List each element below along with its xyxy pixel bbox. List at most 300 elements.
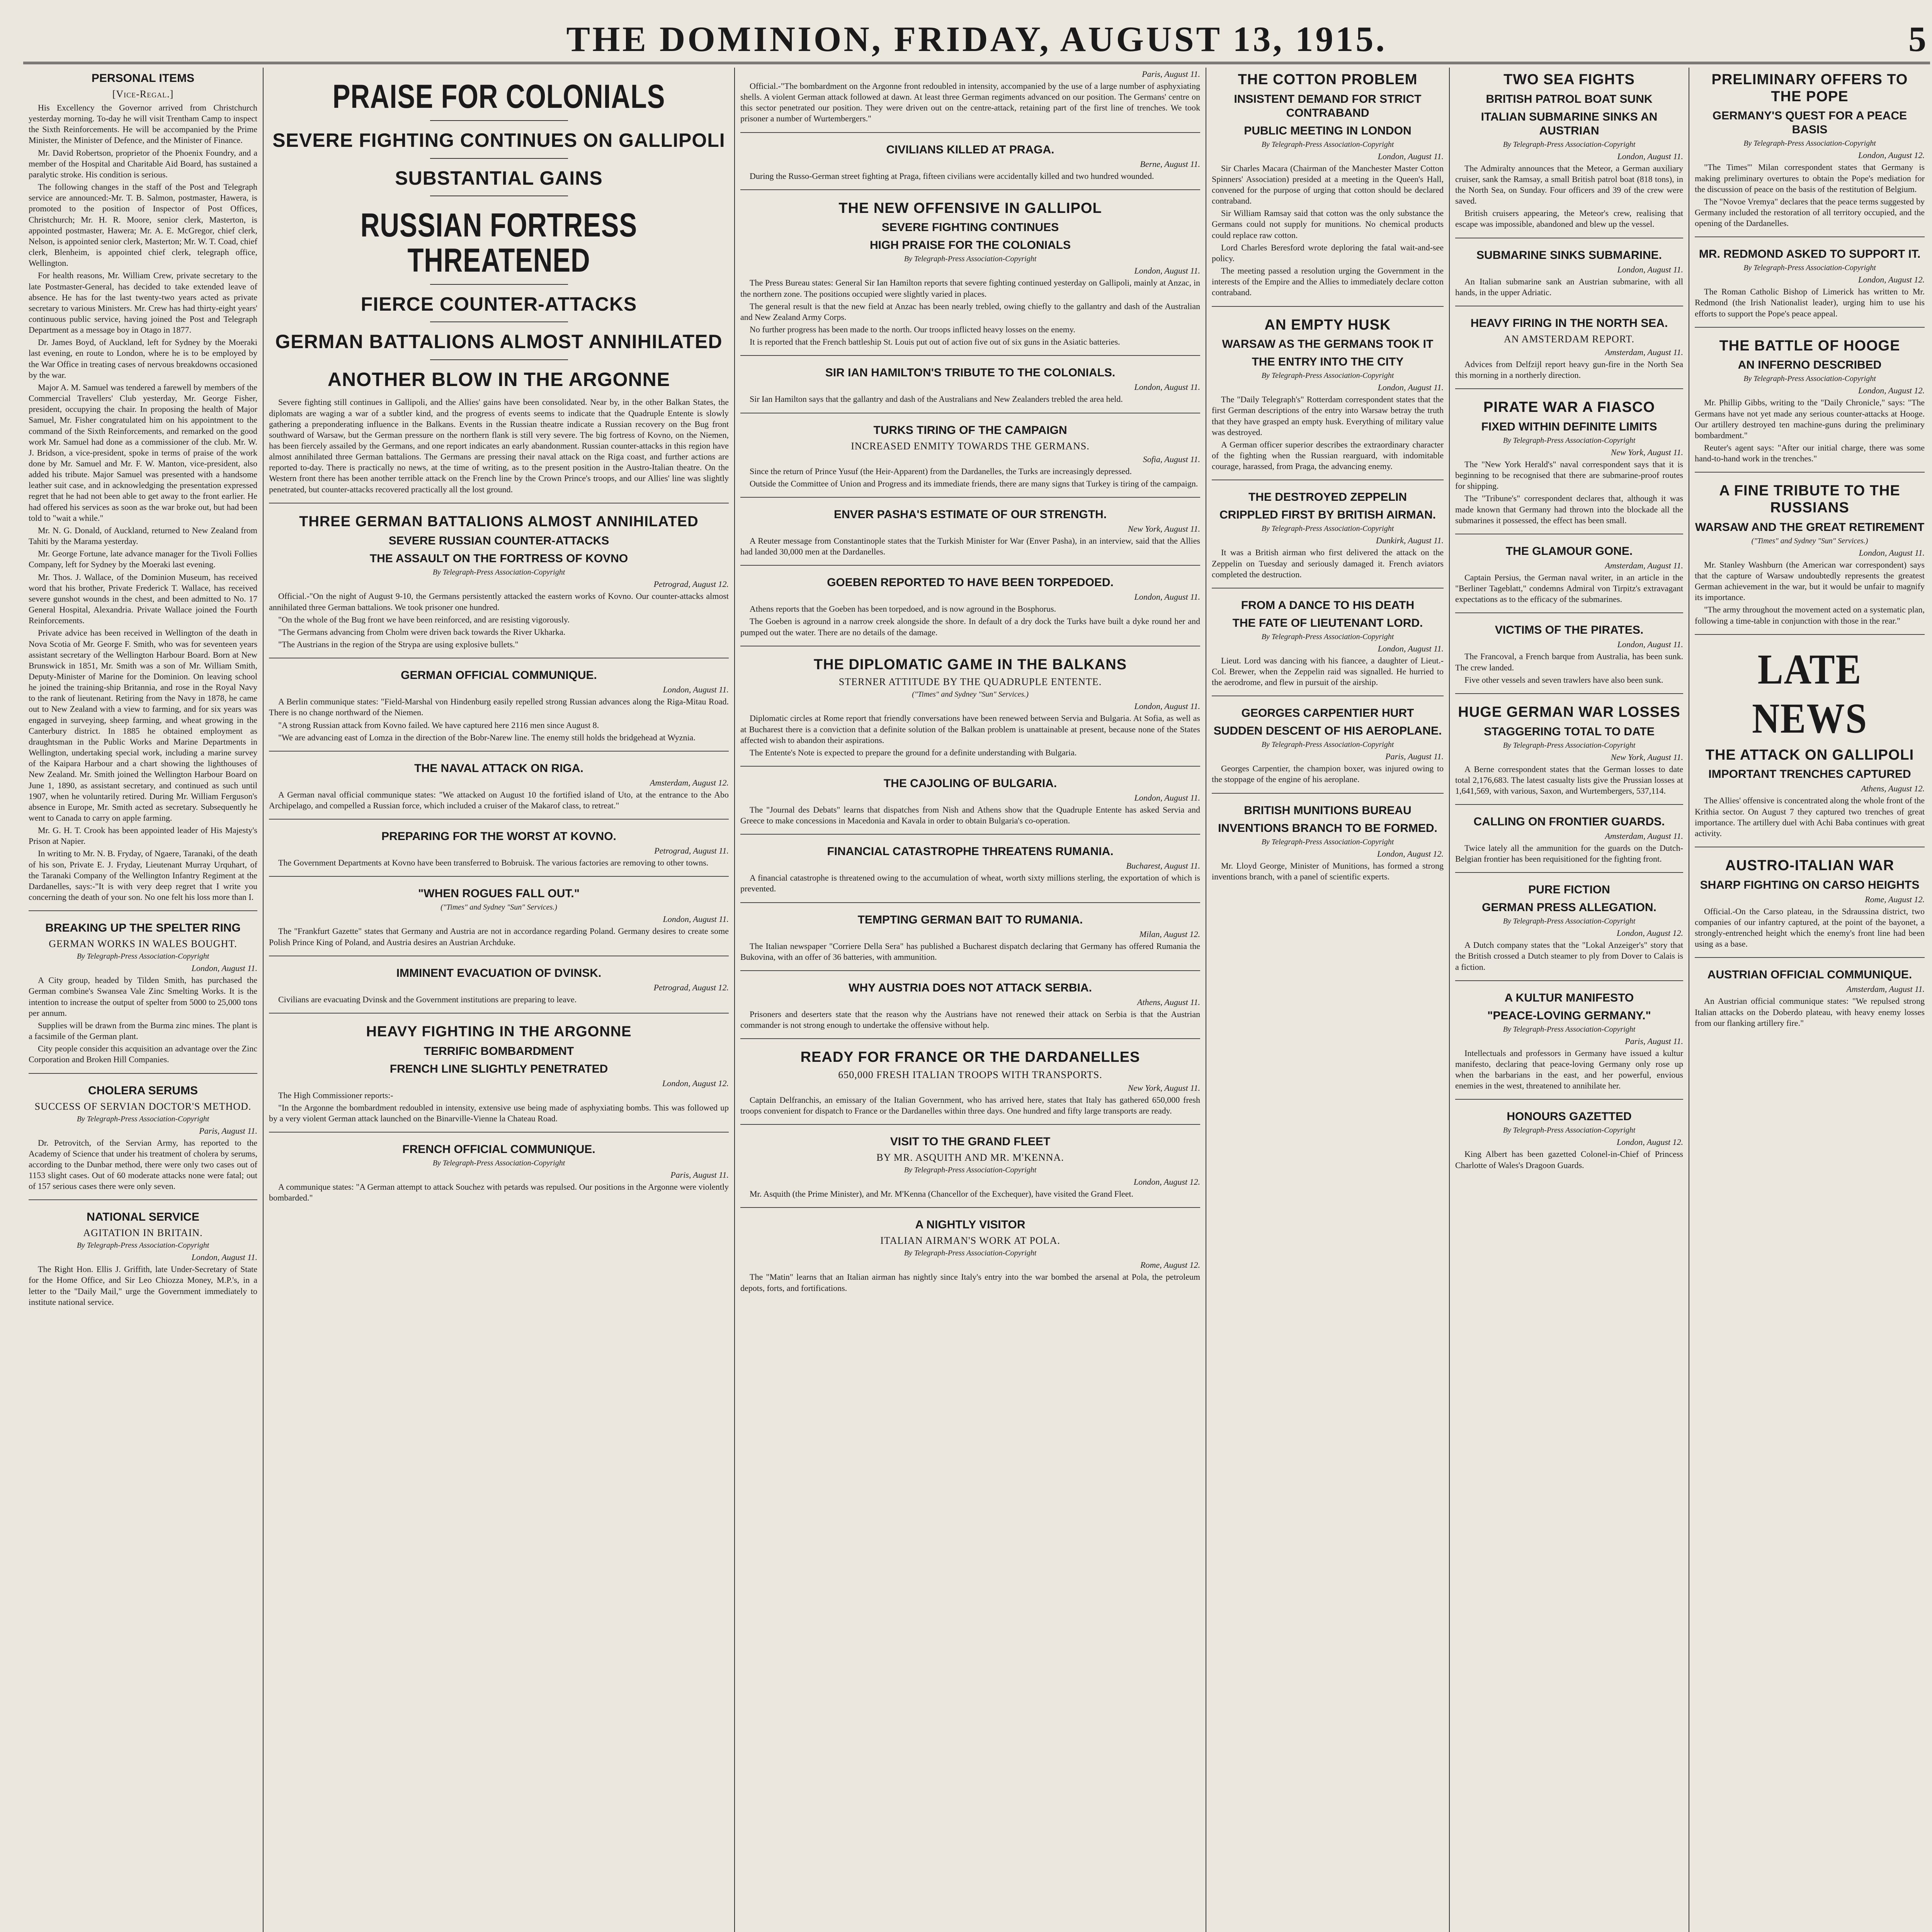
story-dateline: London, August 12. xyxy=(1858,275,1925,285)
story-headline: TWO SEA FIGHTS xyxy=(1503,71,1635,88)
story-headline: THE FATE OF LIEUTENANT LORD. xyxy=(1232,616,1423,629)
story-paragraph: Mr. Lloyd George, Minister of Munitions, has formed a strong inventions branch, with a panel of scientific experts. xyxy=(1212,861,1444,881)
story-headline: TERRIFIC BOMBARDMENT xyxy=(423,1044,574,1058)
news-story xyxy=(29,1210,257,1315)
story-byline: By Telegraph-Press Association-Copyright xyxy=(77,1241,209,1250)
news-story xyxy=(269,79,729,503)
story-paragraph: Private advice has been received in Wellington of the death in Nova Scotia of Mr. George F. Smith, who was for seventeen years assistant secretary of the Wellington Harbour Board. Born at New Brunswick in 1851, Mr. Smith was a son of Mr. William Smith, Deputy-Minister of Marine for the Dominion. On leaving school he joined the training-ship Britannia, and rose in the Royal Navy to the rank of lieutenant. Retiring from the Navy in 1878, he came out to New Zealand with a view to farming, and for six years was engaged in surveying, sheep farming, and wheat growing in the Canterbury district. In 1885 he obtained employment as draughtsman in the Public Works and Marine Departments in Wellington, undertaking special work, including a marine survey of the Kaipara Harbour and a chart showing the lighthouses of New Zealand. Mr. Smith joined the Wellington Harbour Board on June 1, 1890, as assistant secretary, and continued as such until 1907, when he voluntarily retired. During Mr. William Ferguson's absence in Europe, Mr. Smith acted as secretary. Subsequently he went to Canada to carry on apple farming. xyxy=(29,628,257,823)
news-story xyxy=(740,656,1200,767)
story-headline: HEAVY FIGHTING IN THE ARGONNE xyxy=(366,1023,632,1040)
story-dateline: London, August 11. xyxy=(1859,548,1925,558)
headline-rule xyxy=(430,158,568,159)
story-dateline: New York, August 11. xyxy=(1611,447,1683,457)
story-headline: FRENCH LINE SLIGHTLY PENETRATED xyxy=(389,1062,608,1075)
story-paragraph: The Francoval, a French barque from Australia, has been sunk. The crew landed. xyxy=(1455,651,1683,672)
story-headline: TEMPTING GERMAN BAIT TO RUMANIA. xyxy=(857,913,1083,926)
story-headline: SUDDEN DESCENT OF HIS AEROPLANE. xyxy=(1213,724,1442,738)
story-paragraph: British cruisers appearing, the Meteor's crew, realising that escape was impossible, abandoned and blew up the vessel. xyxy=(1455,208,1683,229)
story-headline: THREE GERMAN BATTALIONS ALMOST ANNIHILATED xyxy=(299,513,699,530)
headline-rule xyxy=(430,120,568,121)
story-paragraph: King Albert has been gazetted Colonel-in-Chief of Princess Charlotte of Wales's Dragoon Guards. xyxy=(1455,1149,1683,1170)
news-story xyxy=(1695,71,1925,237)
news-story xyxy=(740,1135,1200,1208)
story-dateline: London, August 12. xyxy=(1377,849,1444,859)
story-byline: By Telegraph-Press Association-Copyright xyxy=(1503,140,1636,149)
story-paragraph: "A strong Russian attack from Kovno failed. We have captured here 2116 men since August 8. xyxy=(278,720,599,730)
story-headline: WARSAW AS THE GERMANS TOOK IT xyxy=(1222,338,1434,351)
story-paragraph: Mr. Phillip Gibbs, writing to the "Daily Chronicle," says: "The Germans have not yet made any serious counter-attacks at Hooge. Our artillery destroyed ten machine-guns during the preliminary bombardment." xyxy=(1695,398,1925,440)
story-subhead: INCREASED ENMITY TOWARDS THE GERMANS. xyxy=(851,440,1090,452)
story-byline: By Telegraph-Press Association-Copyright xyxy=(1261,632,1394,641)
story-byline: By Telegraph-Press Association-Copyright xyxy=(904,1249,1037,1258)
story-headline: PIRATE WAR A FIASCO xyxy=(1483,399,1655,416)
story-headline: GERMAN OFFICIAL COMMUNIQUE. xyxy=(401,669,597,682)
story-paragraph: The Entente's Note is expected to prepare the ground for a definite understanding with Bulgaria. xyxy=(750,747,1077,757)
story-dateline: Berne, August 11. xyxy=(1140,159,1200,169)
story-dateline: London, August 11. xyxy=(1378,383,1444,393)
story-byline: By Telegraph-Press Association-Copyright xyxy=(1261,740,1394,749)
story-headline: FIERCE COUNTER-ATTACKS xyxy=(361,293,637,315)
story-headline: INSISTENT DEMAND FOR STRICT CONTRABAND xyxy=(1234,92,1422,119)
story-paragraph: Five other vessels and seven trawlers have also been sunk. xyxy=(1464,675,1663,685)
story-headline: CALLING ON FRONTIER GUARDS. xyxy=(1473,815,1665,828)
story-paragraph: Mr. G. H. T. Crook has been appointed leader of His Majesty's Prison at Napier. xyxy=(29,825,257,846)
story-dateline: London, August 11. xyxy=(1378,643,1444,653)
story-paragraph: Reuter's agent says: "After our initial charge, there was some hand-to-hand work in the trenches." xyxy=(1695,443,1925,464)
story-paragraph: "The Austrians in the region of the Strypa are using explosive bullets." xyxy=(278,639,519,650)
story-dateline: London, August 11. xyxy=(1617,639,1683,650)
story-dateline: London, August 12. xyxy=(1134,1177,1200,1187)
story-headline: A FINE TRIBUTE TO THE RUSSIANS xyxy=(1719,483,1900,516)
story-subhead: GERMAN WORKS IN WALES BOUGHT. xyxy=(49,938,237,950)
story-dateline: Paris, August 11. xyxy=(199,1126,257,1136)
story-paragraph: Since the return of Prince Yusuf (the Heir-Apparent) from the Dardanelles, the Turks are increasingly depressed. xyxy=(750,466,1132,476)
news-story xyxy=(740,508,1200,566)
story-headline: BRITISH MUNITIONS BUREAU xyxy=(1244,804,1412,817)
story-paragraph: The High Commissioner reports:- xyxy=(278,1090,393,1100)
story-dateline: London, August 11. xyxy=(1134,793,1200,803)
story-headline: PUBLIC MEETING IN LONDON xyxy=(1244,124,1412,137)
story-headline: GERMAN BATTALIONS ALMOST ANNIHILATED xyxy=(275,331,723,353)
story-headline: FINANCIAL CATASTROPHE THREATENS RUMANIA. xyxy=(827,845,1114,858)
story-dateline: New York, August 11. xyxy=(1128,524,1200,534)
story-dateline: London, August 11. xyxy=(1134,382,1200,392)
story-subhead: [Vice-Regal.] xyxy=(112,88,174,100)
story-headline: SUBSTANTIAL GAINS xyxy=(395,167,603,189)
story-headline: AUSTRIAN OFFICIAL COMMUNIQUE. xyxy=(1707,968,1912,981)
story-byline: By Telegraph-Press Association-Copyright xyxy=(1261,837,1394,846)
story-paragraph: "On the whole of the Bug front we have been reinforced, and are resisting vigorously. xyxy=(278,614,570,624)
story-headline: HEAVY FIRING IN THE NORTH SEA. xyxy=(1470,316,1668,330)
story-subhead: AGITATION IN BRITAIN. xyxy=(83,1227,203,1239)
story-headline: SUBMARINE SINKS SUBMARINE. xyxy=(1476,248,1662,262)
story-subhead: AN AMSTERDAM REPORT. xyxy=(1504,333,1634,345)
story-paragraph: Official.-"On the night of August 9-10, the Germans persistently attacked the eastern works of Kovno. Our counter-attacks almost annihilated three German battalions. We took prisoner one hundred. xyxy=(269,591,729,612)
story-byline: By Telegraph-Press Association-Copyright xyxy=(1503,1126,1636,1135)
story-paragraph: The Government Departments at Kovno have been transferred to Bobruisk. The various factories are removing to other towns. xyxy=(278,858,709,868)
story-byline: ("Times" and Sydney "Sun" Services.) xyxy=(912,690,1029,699)
news-story xyxy=(740,69,1200,133)
story-dateline: London, August 11. xyxy=(1134,701,1200,711)
story-headline: A KULTUR MANIFESTO xyxy=(1504,991,1634,1004)
story-paragraph: Mr. David Robertson, proprietor of the Phoenix Foundry, and a member of the Hospital and Charitable Aid Board, has sustained a paralytic stroke. His condition is serious. xyxy=(29,148,257,179)
story-paragraph: Captain Persius, the German naval writer, in an article in the "Berliner Tageblatt," condemns Admiral von Tirpitz's extravagant expectations as to the efficacy of the submarines. xyxy=(1455,572,1683,604)
story-headline: FRENCH OFFICIAL COMMUNIQUE. xyxy=(402,1143,595,1156)
story-dateline: Bucharest, August 11. xyxy=(1126,861,1200,871)
story-paragraph: An Austrian official communique states: "We repulsed strong Italian attacks on the Doberdo plateau, with heavy enemy losses from our flanking artillery fire." xyxy=(1695,996,1925,1028)
story-paragraph: The "Frankfurt Gazette" states that Germany and Austria are not in accordance regarding Poland. Germany desires to create some Polish Prince King of Poland, and Austria desires an Austrian Archduke. xyxy=(269,926,729,947)
story-headline: MR. REDMOND ASKED TO SUPPORT IT. xyxy=(1699,248,1921,261)
story-paragraph: A German officer superior describes the extraordinary character of the fighting when the Russian rearguard, with indomitable courage, harassed, from Praga, the advancing enemy. xyxy=(1212,439,1444,471)
news-story xyxy=(269,830,729,877)
news-story xyxy=(740,1218,1200,1301)
news-story xyxy=(1455,991,1683,1100)
story-paragraph: A German naval official communique states: "We attacked on August 10 the fortified island of Uto, at the entrance to the Abo Archipelago, and compelled a Russian force, which included a cruiser of the Makarof class, to retreat." xyxy=(269,789,729,811)
story-paragraph: Official.-On the Carso plateau, in the Sdraussina district, two companies of our infantry captured, at the point of the bayonet, a strongly-entrenched height which the enemy's front line had been using as a base. xyxy=(1695,906,1925,949)
story-dateline: Paris, August 11. xyxy=(670,1170,729,1180)
news-story xyxy=(1455,316,1683,389)
story-headline: VISIT TO THE GRAND FLEET xyxy=(890,1135,1051,1148)
news-story xyxy=(1212,71,1444,307)
story-dateline: Paris, August 11. xyxy=(1625,1036,1683,1046)
story-dateline: London, August 11. xyxy=(191,1252,257,1262)
story-headline: THE NAVAL ATTACK ON RIGA. xyxy=(414,762,583,775)
news-story xyxy=(1212,599,1444,696)
news-story xyxy=(269,514,729,658)
paper-title: THE DOMINION, FRIDAY, AUGUST 13, 1915. xyxy=(566,19,1387,59)
story-dateline: Amsterdam, August 11. xyxy=(1605,347,1683,357)
story-paragraph: The following changes in the staff of the Post and Telegraph service are announced:-Mr. T. B. Salmon, postmaster, Hawera, is promoted to the position of Inspector of Post Offices, Christchurch; Mr. H. R. Moore, senior clerk, Masterton, is appointed postmaster, Hawera; Mr. A. E. McGregor, chief clerk, Nelson, is appointed senior clerk, Masterton; Mr. W. T. Coad, chief clerk, Blenheim, is appointed chief clerk, telegraph office, Wellington. xyxy=(29,182,257,268)
story-paragraph: Intellectuals and professors in Germany have issued a kultur manifesto, declaring that peace-loving Germany only rose up when the barbarians in the east, and her powerful, envious enemies in the west, threatened to annihilate her. xyxy=(1455,1048,1683,1091)
story-headline: LATE NEWS xyxy=(1752,645,1867,742)
story-byline: By Telegraph-Press Association-Copyright xyxy=(432,568,565,577)
news-story xyxy=(740,423,1200,498)
story-dateline: London, August 11. xyxy=(1617,264,1683,274)
news-story xyxy=(1455,399,1683,534)
story-paragraph: "We are advancing east of Lomza in the direction of the Bobr-Narew line. The enemy still holds the bridgehead at Wyznia. xyxy=(278,732,696,742)
story-byline: By Telegraph-Press Association-Copyright xyxy=(904,255,1037,264)
story-headline: CHOLERA SERUMS xyxy=(88,1084,198,1097)
news-story xyxy=(269,668,729,752)
story-byline: By Telegraph-Press Association-Copyright xyxy=(1743,264,1876,272)
story-headline: THE CAJOLING OF BULGARIA. xyxy=(883,777,1057,790)
story-paragraph: Diplomatic circles at Rome report that friendly conversations have been renewed between Servia and Bulgaria. At Sofia, as well as at Bucharest there is a conviction that a definite solution of the Balkan problem is unattainable at present, because none of the States affected wish to abandon their aspirations. xyxy=(740,713,1200,745)
story-paragraph: The Allies' offensive is concentrated along the whole front of the Krithia sector. On August 7 they captured two trenches of great importance. The artillery duel with Achi Baba continues with great activity. xyxy=(1695,796,1925,838)
story-paragraph: Advices from Delfzijl report heavy gun-fire in the North Sea this morning in a northerly direction. xyxy=(1455,359,1683,380)
story-paragraph: Mr. Stanley Washburn (the American war correspondent) says that the capture of Warsaw undoubtedly represents the greatest German achievement in the war, but it would be unfair to magnify its importance. xyxy=(1695,560,1925,602)
story-paragraph: A financial catastrophe is threatened owing to the accumulation of wheat, worth sixty millions sterling, the exportation of which is prevented. xyxy=(740,873,1200,894)
story-paragraph: For health reasons, Mr. William Crew, private secretary to the late Postmaster-General, has decided to take extended leave of absence. He has for the last twenty-two years acted as private secretary to various Ministers. Mr. Crew has had thirty-eight years' continuous public service, having joined the Post and Telegraph Department as a message boy in Otago in 1877. xyxy=(29,270,257,335)
story-paragraph: In writing to Mr. N. B. Fryday, of Ngaere, Taranaki, of the death of his son, Private E. J. Fryday, Lieutenant Murray Urquhart, of the Taranaki Company of the Wellington Infantry Regiment at the Dardanelles, says:-"It is with very deep regret that I write you concerning the death of your son. No one felt his loss more than I. xyxy=(29,849,257,902)
story-paragraph: "The Germans advancing from Cholm were driven back towards the River Ukharka. xyxy=(278,627,566,637)
story-paragraph: Captain Delfranchis, an emissary of the Italian Government, who has arrived here, states that Italy has gathered 650,000 fresh troops convenient for dispatch to France or the Dardanelles within three days. One hundred and fifty large transports are ready. xyxy=(740,1095,1200,1116)
story-paragraph: Dr. Petrovitch, of the Servian Army, has reported to the Academy of Science that under his treatment of cholera by serums, according to the Dunbar method, there were only two cases out of 1153 slight cases. Out of 60 moderate attacks none were fatal; out of 157 serious cases there were only seven. xyxy=(29,1138,257,1191)
news-story xyxy=(1455,815,1683,873)
news-story xyxy=(740,981,1200,1039)
story-subhead: SUCCESS OF SERVIAN DOCTOR'S METHOD. xyxy=(34,1100,252,1112)
story-byline: By Telegraph-Press Association-Copyright xyxy=(1503,436,1636,445)
story-paragraph: The Right Hon. Ellis J. Griffith, late Under-Secretary of State for the Home Office, and Sir Leo Chiozza Money, M.P.'s, in a letter to the "Daily Mail," urge the Government immediately to institute national service. xyxy=(29,1264,257,1307)
story-dateline: London, August 12. xyxy=(662,1078,729,1088)
story-paragraph: A Berlin communique states: "Field-Marshal von Hindenburg easily repelled strong Russian advances along the Riga-Mitau Road. There is no change northward of the Niemen. xyxy=(269,697,729,718)
story-dateline: London, August 12. xyxy=(1617,928,1683,938)
story-paragraph: Severe fighting still continues in Gallipoli, and the Allies' gains have been consolidated. Near by, in the other Balkan States, the diplomats are waging a war of a subtler kind, and the progress of events seems to indicate that the Quadruple Entente is slowly gathering a preponderating influence in the Balkans. Events in the Russian theatre indicate a Russian recovery on the Bug front southward of Warsaw, but the German pressure on the northern flank is still very severe. The big fortress of Kovno, on the Niemen, has been fiercely assailed by the Germans, and one report indicates an early abandonment. Russian counter-attacks in this region have almost annihilated three German battalions. The Germans are pressing their naval attack on the Riga coast, and further actions are reported to-day. There is practically no news, at the time of writing, as to the present position in the Austro-Italian theatre. On the Western front there has been another terrible attack on the French line by the Crown Prince's troops, and our Allies' line was slightly penetrated, but counter-attacks recovered practically all the lost ground. xyxy=(269,397,729,494)
news-story xyxy=(740,1049,1200,1125)
story-headline: NATIONAL SERVICE xyxy=(87,1211,199,1224)
column-5 xyxy=(1449,68,1689,1932)
column-1 xyxy=(23,68,263,1932)
story-headline: FIXED WITHIN DEFINITE LIMITS xyxy=(1481,420,1657,433)
story-dateline: London, August 12. xyxy=(1617,1137,1683,1147)
news-story xyxy=(740,143,1200,190)
news-story xyxy=(1695,968,1925,1036)
story-dateline: Paris, August 11. xyxy=(1385,752,1444,762)
story-dateline: London, August 11. xyxy=(1378,151,1444,161)
news-story xyxy=(740,366,1200,413)
story-byline: By Telegraph-Press Association-Copyright xyxy=(1261,371,1394,380)
story-paragraph: It is reported that the French battleship St. Louis put out of action five out of six guns in the Asiatic batteries. xyxy=(750,337,1120,347)
story-byline: By Telegraph-Press Association-Copyright xyxy=(904,1166,1037,1175)
story-dateline: Amsterdam, August 11. xyxy=(1605,831,1683,841)
news-story xyxy=(269,966,729,1014)
story-headline: TURKS TIRING OF THE CAMPAIGN xyxy=(873,423,1067,437)
story-dateline: Amsterdam, August 12. xyxy=(650,777,729,787)
story-dateline: London, August 11. xyxy=(1134,266,1200,276)
story-dateline: London, August 12. xyxy=(1858,150,1925,160)
news-story xyxy=(1455,248,1683,306)
story-paragraph: Mr. Asquith (the Prime Minister), and Mr. M'Kenna (Chancellor of the Exchequer), have visited the Grand Fleet. xyxy=(750,1189,1134,1199)
story-headline: CIVILIANS KILLED AT PRAGA. xyxy=(886,143,1054,156)
story-headline: SEVERE RUSSIAN COUNTER-ATTACKS xyxy=(388,534,609,548)
story-subhead: STERNER ATTITUDE BY THE QUADRUPLE ENTENTE. xyxy=(838,676,1102,688)
story-dateline: London, August 11. xyxy=(1617,151,1683,161)
story-byline: ("Times" and Sydney "Sun" Services.) xyxy=(1751,536,1868,545)
story-paragraph: The "Matin" learns that an Italian airman has nightly since Italy's entry into the war bombed the arsenal at Pola, the petroleum depots, forts, and fortifications. xyxy=(740,1272,1200,1293)
story-byline: By Telegraph-Press Association-Copyright xyxy=(1503,1025,1636,1034)
news-story xyxy=(1695,338,1925,473)
story-headline: STAGGERING TOTAL TO DATE xyxy=(1484,725,1655,738)
story-paragraph: No further progress has been made to the north. Our troops inflicted heavy losses on the enemy. xyxy=(750,325,1075,335)
story-paragraph: The "Daily Telegraph's" Rotterdam correspondent states that the first German descriptions of the entry into Warsaw betray the truth that they have grasped an empty husk. Everything of military value was destroyed. xyxy=(1212,395,1444,437)
story-paragraph: Mr. George Fortune, late advance manager for the Tivoli Follies Company, left for Sydney by the Moeraki last evening. xyxy=(29,549,257,570)
story-paragraph: The Italian newspaper "Corriere Della Sera" has published a Bucharest dispatch declaring that Germany has offered Rumania the Bukovina, with an offer of 36 batteries, with ammunition. xyxy=(740,941,1200,962)
news-story xyxy=(1695,247,1925,327)
story-byline: By Telegraph-Press Association-Copyright xyxy=(1743,139,1876,148)
story-headline: AN INFERNO DESCRIBED xyxy=(1738,359,1882,372)
story-dateline: London, August 11. xyxy=(1134,592,1200,602)
news-story xyxy=(269,1143,729,1211)
news-story xyxy=(1212,490,1444,588)
story-headline: GERMANY'S QUEST FOR A PEACE BASIS xyxy=(1712,109,1907,136)
headline-rule xyxy=(430,284,568,285)
story-dateline: Sofia, August 11. xyxy=(1143,454,1200,464)
headline-rule xyxy=(430,359,568,360)
story-headline: SIR IAN HAMILTON'S TRIBUTE TO THE COLONIALS. xyxy=(825,366,1116,379)
story-headline: IMMINENT EVACUATION OF DVINSK. xyxy=(396,966,602,980)
story-headline: GOEBEN REPORTED TO HAVE BEEN TORPEDOED. xyxy=(827,576,1114,589)
news-story xyxy=(269,887,729,956)
story-headline: ITALIAN SUBMARINE SINKS AN AUSTRIAN xyxy=(1481,110,1658,137)
news-story xyxy=(740,200,1200,356)
story-headline: THE ENTRY INTO THE CITY xyxy=(1252,355,1404,369)
story-headline: VICTIMS OF THE PIRATES. xyxy=(1495,624,1644,637)
story-headline: A NIGHTLY VISITOR xyxy=(915,1218,1026,1231)
story-headline: THE ASSAULT ON THE FORTRESS OF KOVNO xyxy=(369,552,628,565)
story-byline: By Telegraph-Press Association-Copyright xyxy=(1261,524,1394,533)
news-story xyxy=(1455,704,1683,805)
story-headline: CRIPPLED FIRST BY BRITISH AIRMAN. xyxy=(1219,509,1436,522)
story-dateline: Dunkirk, August 11. xyxy=(1376,536,1444,546)
story-headline: WARSAW AND THE GREAT RETIREMENT xyxy=(1695,520,1925,534)
story-paragraph: An Italian submarine sank an Austrian submarine, with all hands, in the upper Adriatic. xyxy=(1455,276,1683,297)
story-paragraph: "The Times'" Milan correspondent states that Germany is making preliminary overtures to obtain the Pope's mediation for the discussion of peace on the basis of the restitution of Belgium. xyxy=(1695,162,1925,194)
story-headline: PURE FICTION xyxy=(1528,883,1610,896)
story-dateline: London, August 11. xyxy=(663,914,729,924)
news-story xyxy=(740,913,1200,971)
story-headline: INVENTIONS BRANCH TO BE FORMED. xyxy=(1218,821,1437,835)
story-paragraph: The "New York Herald's" naval correspondent says that it is beginning to be recognised that there are submarine-proof routes for shipping. xyxy=(1455,459,1683,491)
story-paragraph: Civilians are evacuating Dvinsk and the Government institutions are preparing to leave. xyxy=(278,994,577,1004)
news-story xyxy=(740,576,1200,646)
page-number: 5 xyxy=(1908,19,1926,59)
story-dateline: Athens, August 11. xyxy=(1137,997,1200,1007)
story-paragraph: Official.-"The bombardment on the Argonne front redoubled in intensity, accompanied by the use of a large number of asphyxiating shells. A violent German attack followed at dawn. At least three German regiments advanced on our position. The Germans' centre on this sector penetrated our position. They were driven out on the centre-attack, retaining part of the first line of trenches. We took prisoner a number of Wurtembergers." xyxy=(740,81,1200,124)
news-story xyxy=(29,921,257,1073)
story-dateline: Amsterdam, August 11. xyxy=(1846,984,1925,994)
story-headline: ENVER PASHA'S ESTIMATE OF OUR STRENGTH. xyxy=(833,508,1107,521)
story-headline: BREAKING UP THE SPELTER RING xyxy=(45,922,241,935)
news-story xyxy=(29,71,257,911)
story-headline: THE ATTACK ON GALLIPOLI xyxy=(1705,747,1914,763)
story-byline: By Telegraph-Press Association-Copyright xyxy=(1261,140,1394,149)
news-story xyxy=(1212,317,1444,481)
story-headline: HONOURS GAZETTED xyxy=(1507,1110,1632,1123)
news-story xyxy=(1455,1110,1683,1178)
news-story xyxy=(740,777,1200,835)
story-headline: "PEACE-LOVING GERMANY." xyxy=(1487,1009,1651,1022)
story-paragraph: The Admiralty announces that the Meteor, a German auxiliary cruiser, sank the Ramsay, a small British patrol boat (818 tons), in the North Sea, on Sunday. Four officers and 39 of the crew were saved. xyxy=(1455,163,1683,206)
news-story xyxy=(1455,544,1683,613)
story-paragraph: Twice lately all the ammunition for the guards on the Dutch-Belgian frontier has been requisitioned for the fighting front. xyxy=(1455,843,1683,864)
story-paragraph: Sir William Ramsay said that cotton was the only substance the Germans could not supply for munitions. No chemical products could replace raw cotton. xyxy=(1212,208,1444,240)
story-headline: THE DIPLOMATIC GAME IN THE BALKANS xyxy=(813,656,1127,673)
story-subhead: BY MR. ASQUITH AND MR. M'KENNA. xyxy=(876,1152,1064,1163)
story-paragraph: Lieut. Lord was dancing with his fiancee, a daughter of Lieut.-Col. Brewer, when the Zeppelin raid was signalled. He hurried to the aerodrome, and flew in pursuit of the airship. xyxy=(1212,655,1444,687)
story-headline: AUSTRO-ITALIAN WAR xyxy=(1725,857,1895,874)
story-paragraph: Supplies will be drawn from the Burma zinc mines. The plant is a facsimile of the German plant. xyxy=(29,1020,257,1041)
story-paragraph: "In the Argonne the bombardment redoubled in intensity, extensive use being made of asphyxiating bombs. This was followed up by a very violent German attack launched on the Binarville-Vienne la Chateau Road. xyxy=(269,1102,729,1123)
story-byline: By Telegraph-Press Association-Copyright xyxy=(1743,374,1876,383)
column-2 xyxy=(263,68,734,1932)
story-dateline: New York, August 11. xyxy=(1611,752,1683,762)
news-story xyxy=(1455,71,1683,238)
story-paragraph: The general result is that the new field at Anzac has been nearly trebled, owing chiefly to the gallantry and dash of the Australian and New Zealand Army Corps. xyxy=(740,301,1200,322)
column-3 xyxy=(734,68,1206,1932)
story-byline: ("Times" and Sydney "Sun" Services.) xyxy=(440,903,557,912)
story-headline: THE NEW OFFENSIVE IN GALLIPOL xyxy=(838,200,1102,216)
story-headline: THE COTTON PROBLEM xyxy=(1238,71,1418,88)
story-headline: HIGH PRAISE FOR THE COLONIALS xyxy=(869,239,1071,252)
story-headline: PRELIMINARY OFFERS TO THE POPE xyxy=(1711,71,1908,105)
story-paragraph: The Press Bureau states: General Sir Ian Hamilton reports that severe fighting continued yesterday on Gallipoli, mainly at Anzac, in the northern zone. The positions occupied were slightly varied in places. xyxy=(740,278,1200,299)
news-story xyxy=(1455,883,1683,981)
story-headline: READY FOR FRANCE OR THE DARDANELLES xyxy=(800,1049,1140,1066)
story-dateline: Milan, August 12. xyxy=(1139,929,1200,939)
news-story xyxy=(740,845,1200,903)
story-dateline: London, August 11. xyxy=(663,685,729,695)
story-paragraph: Outside the Committee of Union and Progress and its immediate friends, there are many signs that Turkey is tiring of the campaign. xyxy=(750,478,1198,488)
story-paragraph: His Excellency the Governor arrived from Christchurch yesterday morning. To-day he will visit Trentham Camp to inspect the Sixth Reinforcements. He will be accompanied by the Prime Minister, the Minister of Defence, and the Minister of Finance. xyxy=(29,103,257,145)
story-headline: THE GLAMOUR GONE. xyxy=(1505,544,1633,558)
story-dateline: Petrograd, August 12. xyxy=(653,982,729,992)
story-paragraph: Lord Charles Beresford wrote deploring the fatal wait-and-see policy. xyxy=(1212,242,1444,263)
story-paragraph: During the Russo-German street fighting at Praga, fifteen civilians were accidentally killed and two hundred wounded. xyxy=(750,171,1154,181)
story-dateline: Petrograd, August 11. xyxy=(654,846,729,856)
story-paragraph: It was a British airman who first delivered the attack on the Zeppelin on Tuesday and seriously damaged it. French aviators completed the destruction. xyxy=(1212,548,1444,579)
story-paragraph: Sir Ian Hamilton says that the gallantry and dash of the Australians and New Zealanders trebled the area held. xyxy=(750,394,1123,404)
story-paragraph: Athens reports that the Goeben has been torpedoed, and is now aground in the Bosphorus. xyxy=(750,604,1056,614)
story-headline: HUGE GERMAN WAR LOSSES xyxy=(1458,704,1680,720)
story-headline: SHARP FIGHTING ON CARSO HEIGHTS xyxy=(1700,878,1920,891)
story-byline: By Telegraph-Press Association-Copyright xyxy=(77,952,209,961)
story-paragraph: The "Journal des Debats" learns that dispatches from Nish and Athens show that the Quadruple Entente has asked Servia and Greece to make concessions in Macedonia and Kavala in order to obtain Bulgaria's co-operation. xyxy=(740,804,1200,826)
story-paragraph: A City group, headed by Tilden Smith, has purchased the German combine's Swansea Vale Zinc Smelting Works. It is the intention to increase the output of spelter from 5000 to 25,000 tons per annum. xyxy=(29,975,257,1018)
story-headline: THE BATTLE OF HOOGE xyxy=(1719,337,1900,354)
story-paragraph: The Roman Catholic Bishop of Limerick has written to Mr. Redmond (the Irish Nationalist leader), urging him to use his efforts to support the Pope's peace appeal. xyxy=(1695,287,1925,318)
story-paragraph: The "Novoe Vremya" declares that the peace terms suggested by Germany included the restoration of all territory occupied, and the opening of the Dardanelles. xyxy=(1695,196,1925,228)
news-story xyxy=(29,1084,257,1201)
column-4 xyxy=(1206,68,1449,1932)
news-story xyxy=(1695,483,1925,634)
story-subhead: ITALIAN AIRMAN'S WORK AT POLA. xyxy=(880,1235,1060,1247)
story-paragraph: A Reuter message from Constantinople states that the Turkish Minister for War (Enver Pasha), in an interview, said that the Allies had landed 30,000 men at the Dardanelles. xyxy=(740,536,1200,557)
story-dateline: Rome, August 12. xyxy=(1140,1260,1200,1270)
story-paragraph: City people consider this acquisition an advantage over the Zinc Corporation and Broken Hill Companies. xyxy=(29,1044,257,1065)
story-paragraph: "The army throughout the movement acted on a systematic plan, following a time-table in conjunction with those in the rear." xyxy=(1695,605,1925,626)
story-dateline: London, August 12. xyxy=(1858,386,1925,396)
story-dateline: Amsterdam, August 11. xyxy=(1605,560,1683,570)
story-headline: "WHEN ROGUES FALL OUT." xyxy=(418,887,580,900)
story-headline: THE DESTROYED ZEPPELIN xyxy=(1248,491,1407,504)
news-story xyxy=(269,1024,729,1133)
news-story xyxy=(1212,706,1444,793)
story-paragraph: Major A. M. Samuel was tendered a farewell by members of the Commercial Travellers' Club yesterday, Mr. George Fisher, president, occupying the chair. In proposing the health of Major Samuel, Mr. Fisher congratulated him on his appointment to the command of the Sixth Reinforcements, and remarked on the good work Mr. Samuel had done as a commissioner of the club. Mr. W. J. Bridson, a vice-president, spoke in terms of praise of the work done by Mr. Samuel and Mr. F. W. Manton, vice-president, also added his tribute. Major Samuel was presented with a handsome leather suit case, and in acknowledging the presentation expressed regret that he had not been able to get away to the front earlier. He had offered his services as soon as the war broke out, but had been told to "wait a while." xyxy=(29,382,257,523)
story-subhead: 650,000 FRESH ITALIAN TROOPS WITH TRANSPORTS. xyxy=(838,1069,1102,1080)
story-dateline: Petrograd, August 12. xyxy=(653,579,729,589)
story-headline: SEVERE FIGHTING CONTINUES xyxy=(881,221,1059,234)
story-headline: GERMAN PRESS ALLEGATION. xyxy=(1482,901,1656,914)
story-byline: By Telegraph-Press Association-Copyright xyxy=(432,1158,565,1167)
news-story xyxy=(1212,804,1444,890)
news-story xyxy=(1695,645,1925,847)
story-headline: AN EMPTY HUSK xyxy=(1264,316,1391,333)
story-headline: FROM A DANCE TO HIS DEATH xyxy=(1241,599,1415,612)
headline-rule xyxy=(430,321,568,322)
story-dateline: New York, August 11. xyxy=(1128,1083,1200,1093)
column-6 xyxy=(1689,68,1930,1932)
story-headline: PRAISE FOR COLONIALS xyxy=(332,78,665,115)
story-paragraph: Mr. N. G. Donald, of Auckland, returned to New Zealand from Tahiti by the Marama yesterday. xyxy=(29,525,257,546)
story-headline: GEORGES CARPENTIER HURT xyxy=(1241,707,1414,720)
story-paragraph: Dr. James Boyd, of Auckland, left for Sydney by the Moeraki last evening, en route to London, where he is to be employed by the War Office in treating cases of nervous breakdowns occasioned by the war. xyxy=(29,337,257,380)
story-headline: RUSSIAN FORTRESS THREATENED xyxy=(360,207,638,279)
story-headline: WHY AUSTRIA DOES NOT ATTACK SERBIA. xyxy=(849,981,1092,994)
story-paragraph: A Dutch company states that the "Lokal Anzeiger's" story that the British crossed a Dutch steamer to ply from Dover to Calais is a fiction. xyxy=(1455,940,1683,972)
story-paragraph: The "Tribune's" correspondent declares that, although it was made known that Germany had thrown into the blockade all the submarines it possessed, the effect has been small. xyxy=(1455,493,1683,525)
story-headline: PREPARING FOR THE WORST AT KOVNO. xyxy=(381,830,616,843)
story-headline: PERSONAL ITEMS xyxy=(91,72,195,85)
masthead xyxy=(23,15,1930,64)
